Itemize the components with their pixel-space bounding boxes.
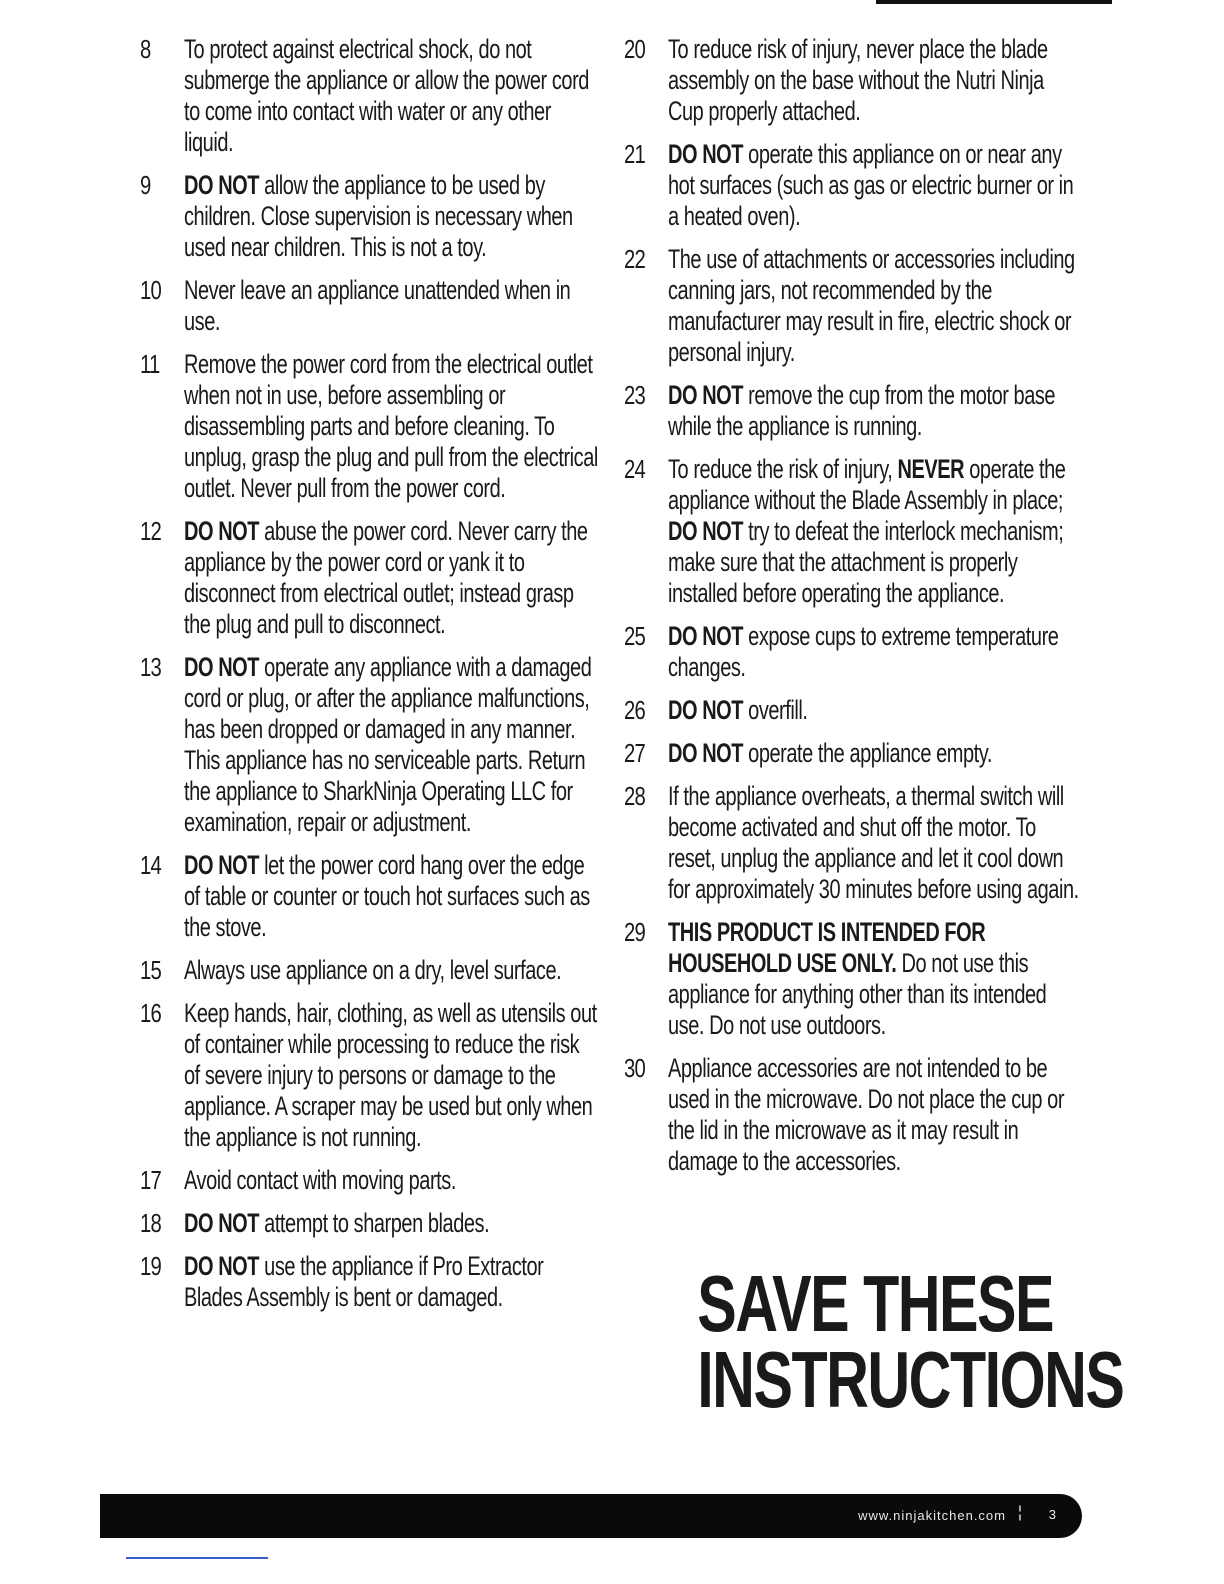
safety-item	[140, 170, 610, 263]
body-text: Appliance accessories are not intended to be used in the microwave. Do not place the cup or the lid in the microwave as it may result in damage to the accessories.	[668, 1053, 1065, 1176]
item-number: 17	[140, 1165, 161, 1195]
emphasis-text: DO NOT	[668, 380, 744, 410]
item-number: 24	[624, 454, 645, 484]
item-text	[668, 244, 1082, 368]
safety-item	[624, 695, 1094, 726]
body-text: allow the appliance to be used by children. Close supervision is necessary when used near children. This is not a toy.	[184, 170, 573, 262]
item-text	[668, 781, 1082, 905]
emphasis-text: NEVER	[897, 454, 965, 484]
body-text: operate the appliance empty.	[743, 738, 992, 768]
safety-item	[140, 1165, 610, 1196]
body-text: To reduce the risk of injury,	[668, 454, 898, 484]
body-text: try to defeat the interlock mechanism; make sure that the attachment is properly installed before operating the appliance.	[668, 516, 1064, 608]
item-number: 23	[624, 380, 645, 410]
body-text: If the appliance overheats, a thermal switch will become activated and shut off the motor. To reset, unplug the appliance and let it cool down for approximately 30 minutes before using again.	[668, 781, 1079, 904]
body-text: attempt to sharpen blades.	[259, 1208, 490, 1238]
footer-url: www.ninjakitchen.com	[858, 1508, 1006, 1523]
body-text: operate this appliance on or near any hot surfaces (such as gas or electric burner or in a heated oven).	[668, 139, 1074, 231]
item-number: 8	[140, 34, 151, 64]
body-text: Do not use this appliance for anything other than its intended use. Do not use outdoors.	[668, 948, 1047, 1040]
item-text	[668, 621, 1082, 683]
emphasis-text: DO NOT	[184, 516, 260, 546]
item-number: 21	[624, 139, 645, 169]
top-rule	[876, 0, 1112, 4]
item-text	[668, 454, 1082, 609]
footer-separator: ¦	[1017, 1504, 1022, 1521]
right-column	[624, 34, 1094, 1189]
body-text: let the power cord hang over the edge of table or counter or touch hot surfaces such as the stove.	[184, 850, 590, 942]
item-number: 9	[140, 170, 151, 200]
safety-item	[140, 349, 610, 504]
item-number: 20	[624, 34, 645, 64]
body-text: overfill.	[743, 695, 808, 725]
body-text: Always use appliance on a dry, level surface.	[184, 955, 562, 985]
item-text	[184, 1208, 598, 1239]
item-number: 12	[140, 516, 161, 546]
item-number: 14	[140, 850, 161, 880]
safety-item	[140, 1251, 610, 1313]
safety-item	[624, 34, 1094, 127]
safety-item	[624, 244, 1094, 368]
body-text: Remove the power cord from the electrical outlet when not in use, before assembling or disassembling parts and before cleaning. To unplug, grasp the plug and pull from the electrical outlet. Never pull from the power cord.	[184, 349, 598, 503]
item-text	[668, 139, 1082, 232]
item-text	[184, 850, 598, 943]
safety-item	[140, 34, 610, 158]
item-text	[184, 1165, 598, 1196]
body-text: Never leave an appliance unattended when in use.	[184, 275, 571, 336]
emphasis-text: DO NOT	[668, 621, 744, 651]
item-text	[184, 275, 598, 337]
safety-item	[624, 738, 1094, 769]
item-number: 19	[140, 1251, 161, 1281]
save-heading-line-1: SAVE THESE	[697, 1259, 1054, 1348]
emphasis-text: DO NOT	[184, 1251, 260, 1281]
item-text	[668, 34, 1082, 127]
item-number: 15	[140, 955, 161, 985]
body-text: Avoid contact with moving parts.	[184, 1165, 456, 1195]
item-number: 22	[624, 244, 645, 274]
emphasis-text: DO NOT	[668, 738, 744, 768]
item-number: 16	[140, 998, 161, 1028]
body-text: operate any appliance with a damaged cord or plug, or after the appliance malfunctions, has been dropped or damaged in any manner. This appliance has no serviceable parts. Return the appliance to SharkNinja Operating LLC for examination, repair or adjustment.	[184, 652, 592, 837]
body-text: abuse the power cord. Never carry the appliance by the power cord or yank it to disconnect from electrical outlet; instead grasp the plug and pull to disconnect.	[184, 516, 588, 639]
safety-item	[624, 621, 1094, 683]
item-number: 11	[140, 349, 160, 379]
safety-item	[624, 781, 1094, 905]
body-text: use the appliance if Pro Extractor Blades Assembly is bent or damaged.	[184, 1251, 544, 1312]
item-text	[184, 34, 598, 158]
safety-item	[140, 1208, 610, 1239]
safety-item	[624, 454, 1094, 609]
item-number: 25	[624, 621, 645, 651]
item-text	[184, 955, 598, 986]
emphasis-text: DO NOT	[184, 1208, 260, 1238]
emphasis-text: DO NOT	[184, 850, 260, 880]
item-number: 13	[140, 652, 161, 682]
left-column	[140, 34, 610, 1325]
safety-item	[624, 917, 1094, 1041]
item-text	[184, 652, 598, 838]
emphasis-text: DO NOT	[668, 516, 744, 546]
item-number: 29	[624, 917, 645, 947]
footer-bar	[100, 1494, 1082, 1538]
body-text: expose cups to extreme temperature changes.	[668, 621, 1059, 682]
item-number: 26	[624, 695, 645, 725]
item-text	[184, 998, 598, 1153]
safety-item	[140, 955, 610, 986]
item-number: 27	[624, 738, 645, 768]
save-instructions-heading	[640, 1259, 1124, 1424]
item-text	[668, 380, 1082, 442]
body-text: The use of attachments or accessories including canning jars, not recommended by the manufacturer may result in fire, electric shock or personal injury.	[668, 244, 1075, 367]
item-text	[668, 738, 1082, 769]
emphasis-text: THIS PRODUCT IS INTENDED FOR HOUSEHOLD USE ONLY.	[668, 917, 986, 978]
safety-item	[140, 998, 610, 1153]
safety-item	[624, 1053, 1094, 1177]
item-number: 30	[624, 1053, 645, 1083]
emphasis-text: DO NOT	[668, 695, 744, 725]
item-number: 28	[624, 781, 645, 811]
item-text	[184, 516, 598, 640]
emphasis-text: DO NOT	[668, 139, 744, 169]
item-text	[668, 695, 1082, 726]
item-text	[184, 349, 598, 504]
safety-item	[140, 652, 610, 838]
safety-item	[140, 850, 610, 943]
body-text: To protect against electrical shock, do not submerge the appliance or allow the power cord to come into contact with water or any other liquid.	[184, 34, 589, 157]
body-text: operate the appliance without the Blade Assembly in place;	[668, 454, 1066, 515]
emphasis-text: DO NOT	[184, 170, 260, 200]
item-text	[668, 1053, 1082, 1177]
item-number: 18	[140, 1208, 161, 1238]
safety-item	[624, 139, 1094, 232]
emphasis-text: DO NOT	[184, 652, 260, 682]
item-number: 10	[140, 275, 161, 305]
body-text: Keep hands, hair, clothing, as well as utensils out of container while processing to reduce the risk of severe injury to persons or damage to the appliance. A scraper may be used but only when the appliance is not running.	[184, 998, 597, 1152]
item-text	[184, 170, 598, 263]
body-text: To reduce risk of injury, never place the blade assembly on the base without the Nutri Ninja Cup properly attached.	[668, 34, 1048, 126]
bottom-rule	[126, 1557, 268, 1559]
item-text	[184, 1251, 598, 1313]
safety-item	[140, 516, 610, 640]
safety-item	[624, 380, 1094, 442]
body-text: remove the cup from the motor base while the appliance is running.	[668, 380, 1056, 441]
page-number: 3	[1048, 1507, 1056, 1522]
save-heading-line-2: INSTRUCTIONS	[697, 1335, 1124, 1424]
safety-item	[140, 275, 610, 337]
item-text	[668, 917, 1082, 1041]
